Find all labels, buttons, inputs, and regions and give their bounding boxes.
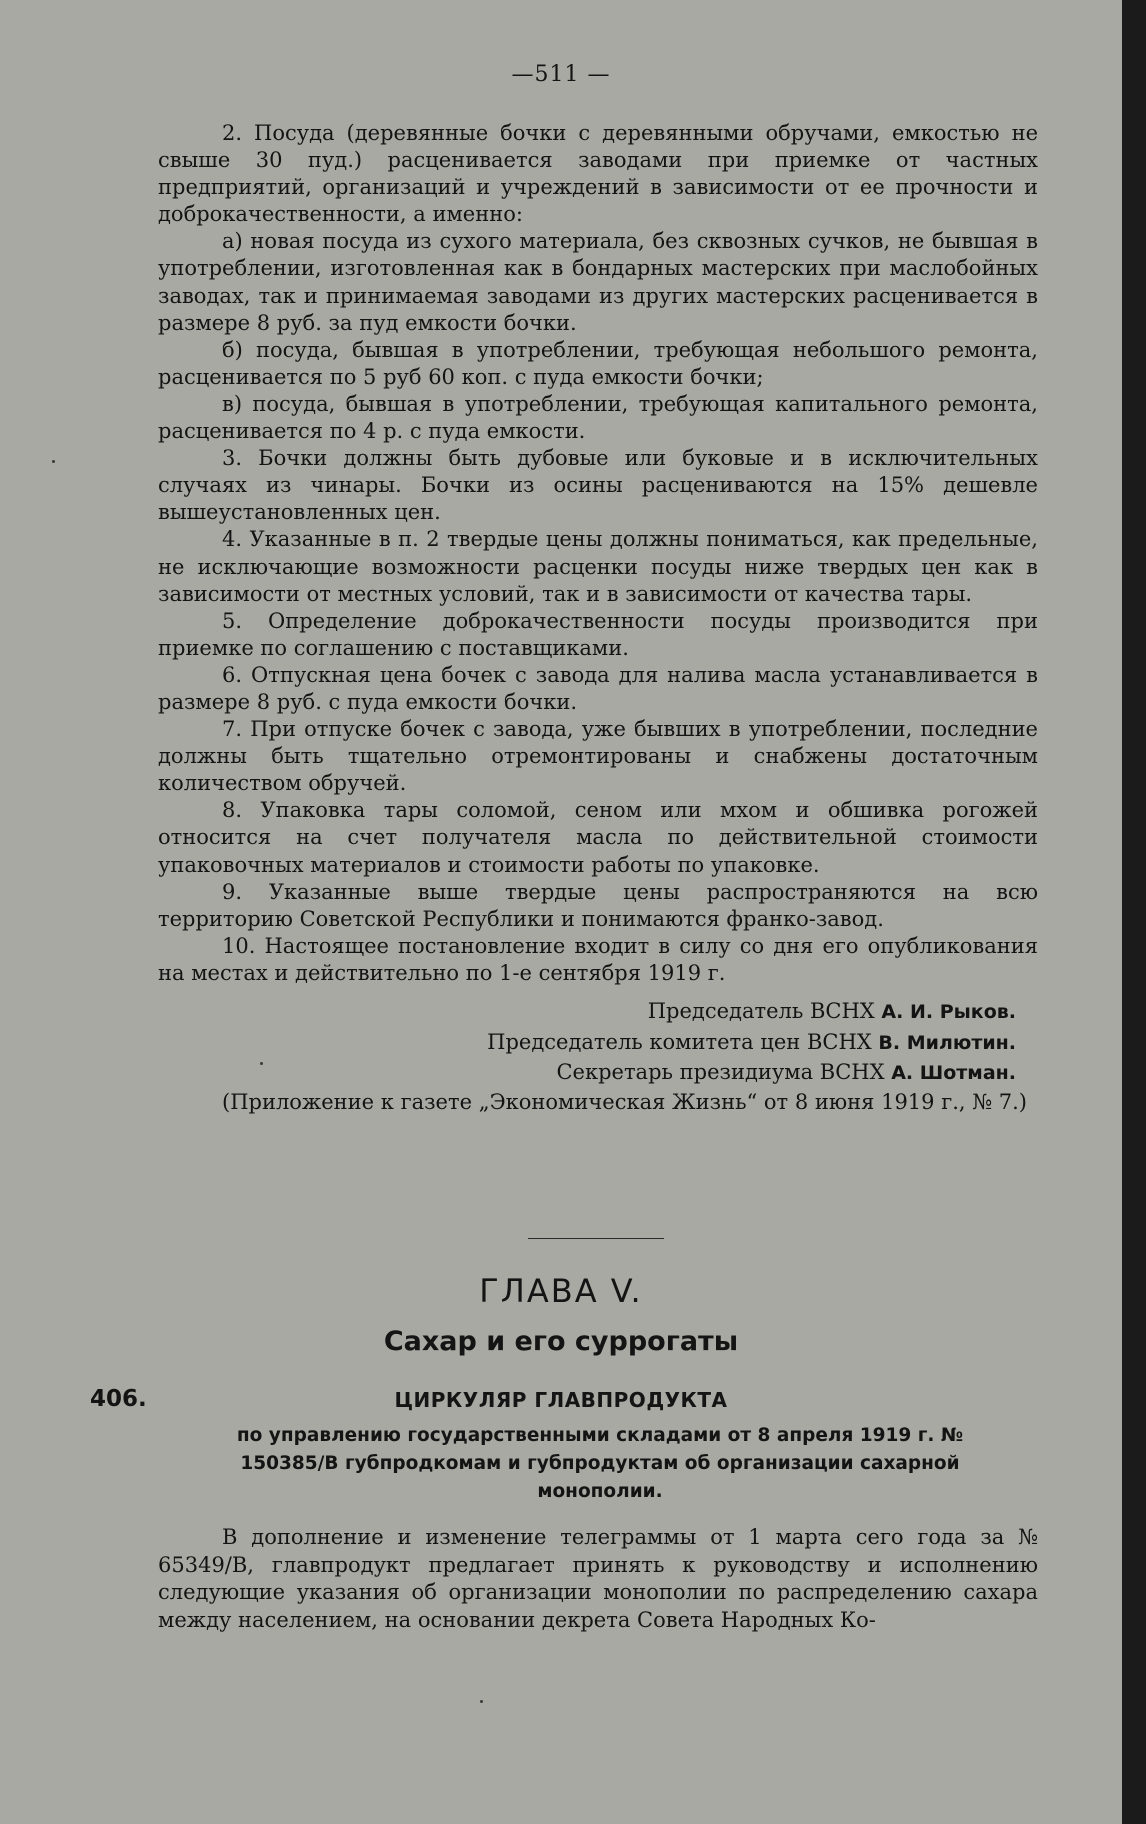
paragraph-2: 2. Посуда (деревянные бочки с деревянными обручами, емкостью не свыше 30 пуд.) расценивается заводами при приемке от частных предприятий, организаций и учреждений в зависимости от ее прочности и доброкачественности, а именно: [158, 121, 1038, 227]
paragraph-2a: а) новая посуда из сухого материала, без сквозных сучков, не бывшая в употреблении, изготовленная как в бондарных мастерских при маслобойных заводах, так и принимаемая заводами из других мастерских расценивается в размере 8 руб. за пуд емкости бочки. [158, 229, 1038, 335]
paragraph-4: 4. Указанные в п. 2 твердые цены должны пониматься, как предельные, не исключающие возможности расценки посуды ниже твердых цен как в зависимости от местных условий, так и в зависимости от качества тары. [158, 527, 1038, 606]
chapter-subject: Сахар и его суррогаты [383, 1326, 739, 1357]
paragraph-7: 7. При отпуске бочек с завода, уже бывших в употреблении, последние должны быть тщательно отремонтированы и снабжены достаточным количеством обручей. [158, 717, 1038, 796]
section-divider [528, 1238, 664, 1239]
chapter-heading: ГЛАВА V. [479, 1272, 643, 1310]
paper-speck [480, 1700, 483, 1703]
signatures [158, 997, 1038, 1089]
paragraph-5: 5. Определение доброкачественности посуды производится при приемке по соглашению с поставщиками. [158, 608, 1038, 660]
signature-line [158, 1058, 1016, 1089]
signature-role: Председатель ВСНХ [647, 999, 875, 1023]
signature-role: Председатель комитета цен ВСНХ [487, 1029, 872, 1054]
signature-line [158, 997, 1016, 1028]
signature-line [158, 1028, 1016, 1059]
appendix-note: (Приложение к газете „Экономическая Жизнь“ от 8 июня 1919 г., № 7.) [222, 1089, 1028, 1114]
paragraph-2v: в) посуда, бывшая в употреблении, требующая капитального ремонта, расценивается по 4 р. с пуда емкости. [158, 391, 1038, 444]
paragraph-10: 10. Настоящее постановление входит в силу со дня его опубликования на местах и действительно по 1-е сентября 1919 г. [158, 933, 1038, 985]
main-text [158, 120, 1038, 1116]
paragraph-8: 8. Упаковка тары соломой, сеном или мхом и обшивка рогожей относится на счет получателя масла по действительной стоимости упаковочных материалов и стоимости работы по упаковке. [158, 798, 1038, 877]
closing-paragraph: В дополнение и изменение телеграммы от 1 марта сего года за № 65349/В, главпродукт предлагает принять к руководству и исполнению следующие указания об организации монополии по распределению сахара между населением, на основании декрета Совета Народных Ко- [158, 1525, 1038, 1632]
paragraph-9: 9. Указанные выше твердые цены распространяются на всю территорию Советской Республики и понимаются франко-завод. [158, 879, 1038, 931]
paragraph-3: 3. Бочки должны быть дубовые или буковые и в исключительных случаях из чинары. Бочки из осины расцениваются на 15% дешевле вышеустановленных цен. [158, 446, 1038, 525]
paper-speck [52, 460, 55, 463]
paragraph-6: 6. Отпускная цена бочек с завода для налива масла устанавливается в размере 8 руб. с пуда емкости бочки. [158, 662, 1038, 714]
signature-name: А. И. Рыков. [881, 1001, 1016, 1023]
page-number: —511 — [511, 62, 611, 87]
closing-text [158, 1524, 1038, 1634]
document-title: ЦИРКУЛЯР ГЛАВПРОДУКТА [394, 1388, 728, 1412]
paragraph-2b: б) посуда, бывшая в употреблении, требующая небольшого ремонта, расценивается по 5 руб 60 коп. с пуда емкости бочки; [158, 337, 1038, 389]
document-subtitle: по управлению государственными складами от 8 апреля 1919 г. № 150385/В губпродкомам и губпродуктам об организации сахарной монополии. [236, 1425, 964, 1502]
signature-name: В. Милютин. [878, 1031, 1016, 1054]
signature-role: Секретарь президиума ВСНХ [556, 1060, 885, 1084]
signature-name: А. Шотман. [891, 1062, 1016, 1084]
paper-speck [260, 1062, 263, 1065]
document-number: 406. [90, 1386, 147, 1412]
